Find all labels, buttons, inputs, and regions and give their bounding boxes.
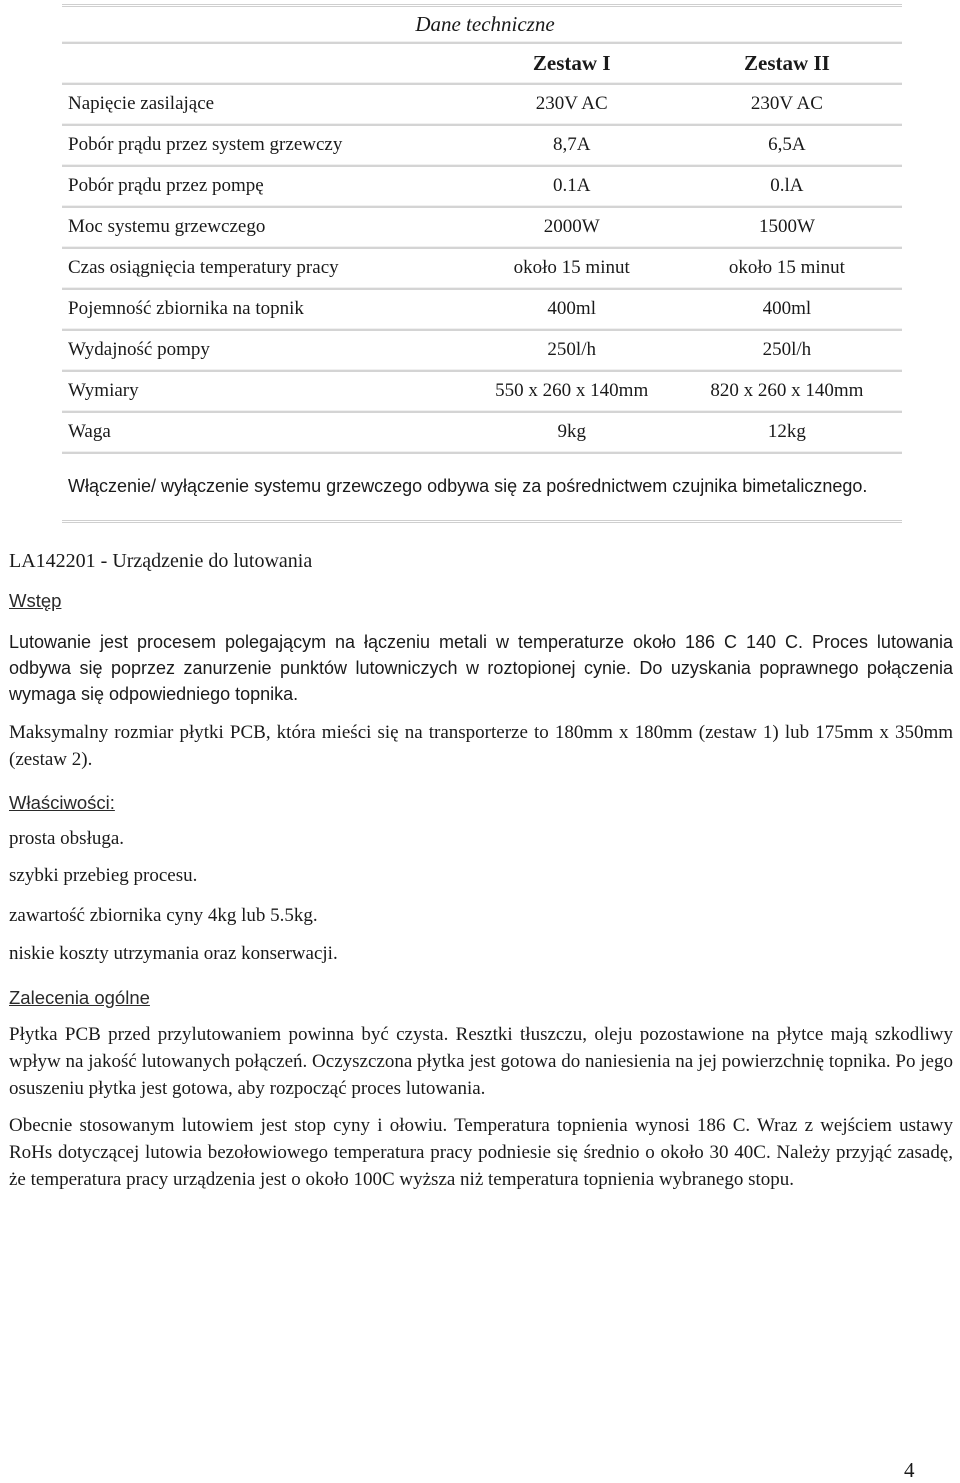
features-title: Właściwości: [9, 792, 115, 813]
feature-item: zawartość zbiornika cyny 4kg lub 5.5kg. [9, 905, 318, 926]
row-value-set-1: 8,7A [472, 124, 666, 165]
feature-item: prosta obsługa. [9, 828, 125, 849]
row-value-set-2: 6,5A [666, 124, 902, 165]
intro-paragraph: Lutowanie jest procesem polegającym na łączeniu metali w temperaturze około 186 C 140 C. Proces lutowania odbywa się poprzez zanurzenie punktów lutowniczych w roztopionej cynie. Do uzyskania poprawnego połączenia wymaga się odpowiedniego topnika. [9, 632, 953, 704]
row-label: Wymiary [62, 370, 472, 411]
section-heading: LA142201 - Urządzenie do lutowania [9, 550, 313, 572]
row-value-set-2: 0.lA [666, 165, 902, 206]
row-value-set-2: 1500W [666, 206, 902, 247]
row-label: Napięcie zasilające [62, 83, 472, 124]
column-header-set-2: Zestaw II [666, 42, 902, 83]
row-label: Wydajność pompy [62, 329, 472, 370]
row-value-set-2: około 15 minut [666, 247, 902, 288]
table-title: Dane techniczne [62, 4, 902, 42]
recommendations-paragraph: Płytka PCB przed przylutowaniem powinna być czysta. Resztki tłuszczu, oleju pozostawione na płytce mają szkodliwy wpływ na jakość lutowanych połączeń. Oczyszczona płytka jest gotowa do naniesienia na jej powierzchnię topnika. Po jego osuszeniu płytka jest gotowa, aby rozpocząć proces lutowania. [9, 1024, 953, 1099]
row-value-set-1: 250l/h [472, 329, 666, 370]
table-row [62, 165, 902, 206]
technical-data-table [62, 4, 902, 523]
recommendations-paragraph-solder: Obecnie stosowanym lutowiem jest stop cyny i ołowiu. Temperatura topnienia wynosi 186 C. Wraz z wejściem ustawy RoHs dotyczącej lutowia bezołowiowego temperatura pracy podniesie się średnio o około 30 40C. Należy przyjąć zasadę, że temperatura pracy urządzenia jest o około 100C wyższa niż temperatura topnienia wybranego stopu. [9, 1115, 953, 1190]
row-value-set-1: 550 x 260 x 140mm [472, 370, 666, 411]
table-row [62, 247, 902, 288]
row-value-set-2: 12kg [666, 411, 902, 452]
row-value-set-1: około 15 minut [472, 247, 666, 288]
row-value-set-1: 230V AC [472, 83, 666, 124]
row-label: Waga [62, 411, 472, 452]
row-value-set-1: 2000W [472, 206, 666, 247]
row-label: Pobór prądu przez system grzewczy [62, 124, 472, 165]
row-value-set-1: 9kg [472, 411, 666, 452]
row-value-set-2: 400ml [666, 288, 902, 329]
table-row [62, 124, 902, 165]
column-header-set-1: Zestaw I [472, 42, 666, 83]
features-section [9, 792, 953, 967]
table-row [62, 329, 902, 370]
table-row [62, 206, 902, 247]
row-value-set-2: 250l/h [666, 329, 902, 370]
table-row [62, 288, 902, 329]
intro-title: Wstęp [9, 590, 62, 611]
row-label: Moc systemu grzewczego [62, 206, 472, 247]
row-label: Pobór prądu przez pompę [62, 165, 472, 206]
feature-item: szybki przebieg procesu. [9, 865, 198, 886]
page-number: 4 [904, 1458, 915, 1482]
row-value-set-1: 400ml [472, 288, 666, 329]
row-value-set-2: 820 x 260 x 140mm [666, 370, 902, 411]
row-value-set-2: 230V AC [666, 83, 902, 124]
table-row [62, 370, 902, 411]
table-row [62, 83, 902, 124]
row-label: Czas osiągnięcia temperatury pracy [62, 247, 472, 288]
feature-item: niskie koszty utrzymania oraz konserwacji. [9, 943, 338, 964]
recommendations-section [9, 987, 953, 1193]
row-value-set-1: 0.1A [472, 165, 666, 206]
intro-section [9, 590, 953, 773]
table-header-row [62, 42, 902, 83]
table-row [62, 411, 902, 452]
table-note: Włączenie/ wyłączenie systemu grzewczego odbywa się za pośrednictwem czujnika bimetalicznego. [62, 452, 902, 523]
row-label: Pojemność zbiornika na topnik [62, 288, 472, 329]
recommendations-title: Zalecenia ogólne [9, 987, 150, 1008]
intro-paragraph-pcb-size: Maksymalny rozmiar płytki PCB, która mieści się na transporterze to 180mm x 180mm (zestaw 1) lub 175mm x 350mm (zestaw 2). [9, 722, 953, 770]
